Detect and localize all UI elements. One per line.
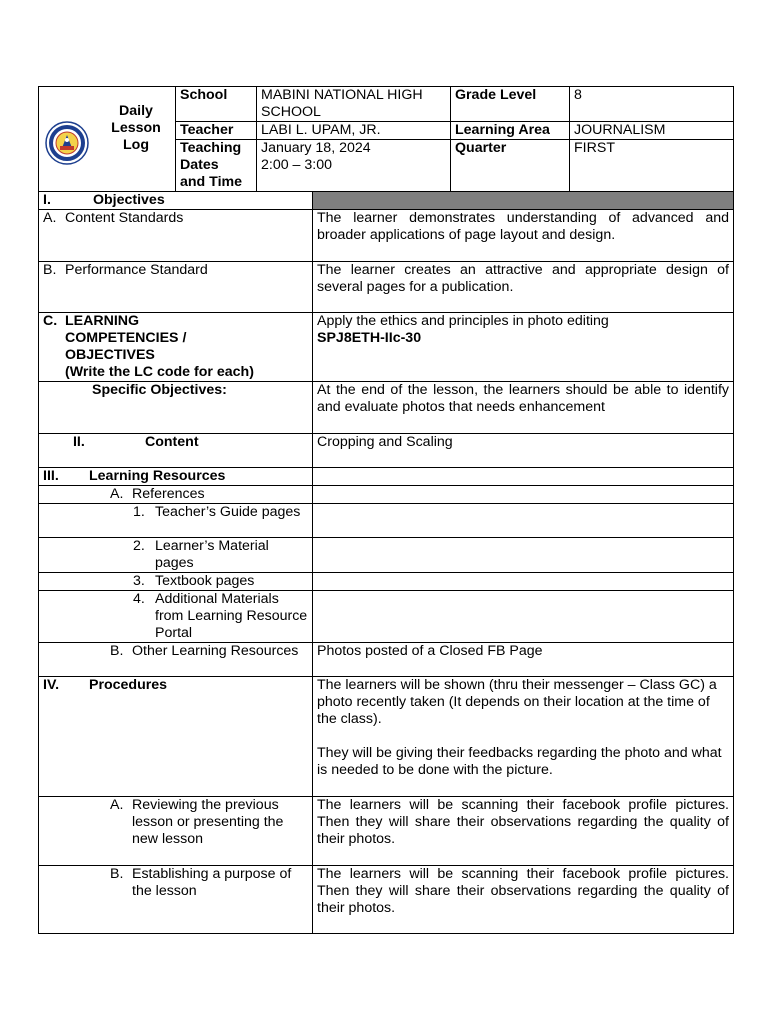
learning-competencies-value: Apply the ethics and principles in photo editing SPJ8ETH-IIc-30 <box>313 313 734 382</box>
area-label: Learning Area <box>451 122 570 140</box>
school-label: School <box>176 87 257 122</box>
establishing-purpose-label: B. Establishing a purpose of the lesson <box>39 866 313 934</box>
teacher-label: Teacher <box>176 122 257 140</box>
teachers-guide-value <box>313 504 734 538</box>
content-standards-label: A. Content Standards <box>39 210 313 262</box>
textbook-value <box>313 573 734 591</box>
content-standards-value: The learner demonstrates understanding of advanced and broader applications of page layout and design. <box>313 210 734 262</box>
objectives-heading: I. Objectives <box>39 192 313 210</box>
establishing-purpose-value: The learners will be scanning their facebook profile pictures. Then they will share their observations regarding the quality of their photos. <box>313 866 734 934</box>
quarter-value: FIRST <box>570 140 734 192</box>
content-heading: II. Content <box>39 434 313 468</box>
additional-materials-label: 4. Additional Materials from Learning Resource Portal <box>39 591 313 643</box>
learners-material-value <box>313 538 734 573</box>
title-cell <box>39 87 176 192</box>
document-title: Daily Lesson Log <box>111 103 161 153</box>
learning-resources-heading: III. Learning Resources <box>39 468 313 486</box>
specific-objectives-label: Specific Objectives: <box>39 382 313 434</box>
deped-seal-icon <box>45 121 89 165</box>
textbook-label: 3. Textbook pages <box>39 573 313 591</box>
references-value <box>313 486 734 504</box>
header-table <box>38 86 734 192</box>
school-value: MABINI NATIONAL HIGH SCHOOL <box>257 87 451 122</box>
performance-standard-value: The learner creates an attractive and appropriate design of several pages for a publication. <box>313 262 734 313</box>
area-value: JOURNALISM <box>570 122 734 140</box>
other-resources-value: Photos posted of a Closed FB Page <box>313 643 734 677</box>
performance-standard-label: B. Performance Standard <box>39 262 313 313</box>
teacher-value: LABI L. UPAM, JR. <box>257 122 451 140</box>
references-label: A. References <box>39 486 313 504</box>
quarter-label: Quarter <box>451 140 570 192</box>
procedures-heading: IV. Procedures <box>39 677 313 797</box>
teachers-guide-label: 1. Teacher’s Guide pages <box>39 504 313 538</box>
grade-value: 8 <box>570 87 734 122</box>
reviewing-lesson-value: The learners will be scanning their facebook profile pictures. Then they will share their observations regarding the quality of their photos. <box>313 797 734 866</box>
lesson-log-document <box>38 86 733 934</box>
objectives-shaded-cell <box>313 192 734 210</box>
additional-materials-value <box>313 591 734 643</box>
dates-label: Teaching Dates and Time <box>176 140 257 192</box>
body-table <box>38 191 734 934</box>
content-value: Cropping and Scaling <box>313 434 734 468</box>
learning-resources-value <box>313 468 734 486</box>
specific-objectives-value: At the end of the lesson, the learners should be able to identify and evaluate photos that needs enhancement <box>313 382 734 434</box>
learning-competencies-label: C. LEARNING COMPETENCIES / OBJECTIVES (Write the LC code for each) <box>39 313 313 382</box>
learners-material-label: 2. Learner’s Material pages <box>39 538 313 573</box>
other-resources-label: B. Other Learning Resources <box>39 643 313 677</box>
procedures-intro: The learners will be shown (thru their messenger – Class GC) a photo recently taken (It depends on their location at the time of the class). They will be giving their feedbacks regarding the photo and what is needed to be done with the picture. <box>313 677 734 797</box>
dates-value: January 18, 2024 2:00 – 3:00 <box>257 140 451 192</box>
reviewing-lesson-label: A. Reviewing the previous lesson or presenting the new lesson <box>39 797 313 866</box>
grade-label: Grade Level <box>451 87 570 122</box>
lc-code: SPJ8ETH-IIc-30 <box>317 330 422 346</box>
